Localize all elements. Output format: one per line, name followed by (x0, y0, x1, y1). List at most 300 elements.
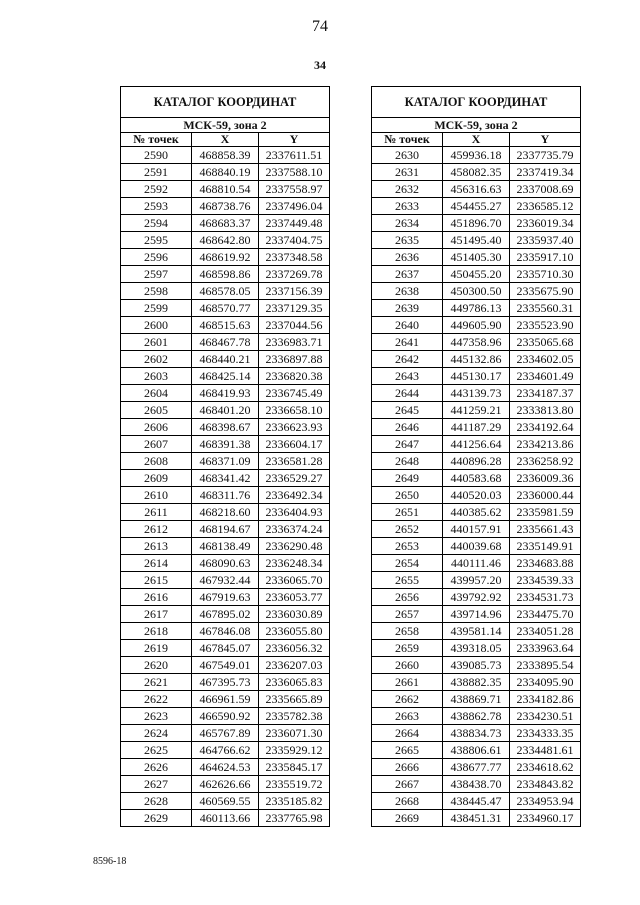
point-number-cell: 2625 (121, 742, 192, 759)
y-coordinate-cell: 2337558.97 (259, 181, 330, 198)
point-number-cell: 2638 (372, 283, 443, 300)
x-coordinate-cell: 451405.30 (443, 249, 510, 266)
y-coordinate-cell: 2333813.80 (510, 402, 581, 419)
point-number-cell: 2590 (121, 147, 192, 164)
point-number-cell: 2593 (121, 198, 192, 215)
point-number-cell: 2628 (121, 793, 192, 810)
table-row (372, 725, 581, 742)
y-coordinate-cell: 2336529.27 (259, 470, 330, 487)
x-coordinate-cell: 449786.13 (443, 300, 510, 317)
y-coordinate-cell: 2336053.77 (259, 589, 330, 606)
table-row (121, 589, 330, 606)
table-row (372, 147, 581, 164)
table-row (372, 640, 581, 657)
table-row (121, 470, 330, 487)
table-row (121, 674, 330, 691)
table-row (372, 453, 581, 470)
y-coordinate-cell: 2335710.30 (510, 266, 581, 283)
catalog-title: КАТАЛОГ КООРДИНАТ (372, 87, 581, 118)
document-code: 8596-18 (93, 856, 127, 867)
table-row (121, 572, 330, 589)
y-coordinate-cell: 2336374.24 (259, 521, 330, 538)
table-row (121, 266, 330, 283)
y-coordinate-cell: 2335675.90 (510, 283, 581, 300)
y-coordinate-cell: 2334683.88 (510, 555, 581, 572)
x-coordinate-cell: 439792.92 (443, 589, 510, 606)
y-coordinate-cell: 2336290.48 (259, 538, 330, 555)
x-coordinate-cell: 439957.20 (443, 572, 510, 589)
x-coordinate-cell: 468840.19 (192, 164, 259, 181)
point-number-cell: 2626 (121, 759, 192, 776)
y-coordinate-cell: 2337611.51 (259, 147, 330, 164)
table-row (372, 487, 581, 504)
point-number-cell: 2613 (121, 538, 192, 555)
table-row (121, 691, 330, 708)
x-coordinate-cell: 438438.70 (443, 776, 510, 793)
y-coordinate-cell: 2335937.40 (510, 232, 581, 249)
y-coordinate-cell: 2336604.17 (259, 436, 330, 453)
x-coordinate-cell: 466961.59 (192, 691, 259, 708)
table-row (372, 385, 581, 402)
x-coordinate-cell: 468738.76 (192, 198, 259, 215)
table-row (372, 198, 581, 215)
table-row (121, 164, 330, 181)
table-row (121, 657, 330, 674)
y-coordinate-cell: 2334601.49 (510, 368, 581, 385)
table-row (372, 249, 581, 266)
x-coordinate-cell: 466590.92 (192, 708, 259, 725)
y-coordinate-cell: 2334953.94 (510, 793, 581, 810)
point-number-cell: 2602 (121, 351, 192, 368)
table-row (372, 300, 581, 317)
point-number-cell: 2622 (121, 691, 192, 708)
y-coordinate-cell: 2337404.75 (259, 232, 330, 249)
table-row (121, 385, 330, 402)
x-coordinate-cell: 440111.46 (443, 555, 510, 572)
coordinate-catalog-table-right (371, 86, 581, 827)
y-coordinate-cell: 2336581.28 (259, 453, 330, 470)
y-coordinate-cell: 2334481.61 (510, 742, 581, 759)
point-number-cell: 2630 (372, 147, 443, 164)
x-coordinate-cell: 445130.17 (443, 368, 510, 385)
y-coordinate-cell: 2334602.05 (510, 351, 581, 368)
x-coordinate-cell: 468515.63 (192, 317, 259, 334)
y-coordinate-cell: 2333895.54 (510, 657, 581, 674)
point-number-cell: 2592 (121, 181, 192, 198)
point-number-cell: 2610 (121, 487, 192, 504)
table-row (372, 589, 581, 606)
point-number-cell: 2666 (372, 759, 443, 776)
point-number-cell: 2647 (372, 436, 443, 453)
x-coordinate-cell: 468810.54 (192, 181, 259, 198)
table-row (372, 674, 581, 691)
x-coordinate-cell: 441187.29 (443, 419, 510, 436)
y-coordinate-cell: 2336820.38 (259, 368, 330, 385)
table-row (121, 453, 330, 470)
point-number-cell: 2664 (372, 725, 443, 742)
point-number-cell: 2665 (372, 742, 443, 759)
x-coordinate-cell: 465767.89 (192, 725, 259, 742)
table-row (372, 555, 581, 572)
x-coordinate-cell: 441259.21 (443, 402, 510, 419)
point-number-cell: 2601 (121, 334, 192, 351)
point-number-cell: 2655 (372, 572, 443, 589)
point-number-cell: 2612 (121, 521, 192, 538)
x-coordinate-cell: 467932.44 (192, 572, 259, 589)
point-number-cell: 2619 (121, 640, 192, 657)
x-coordinate-cell: 467845.07 (192, 640, 259, 657)
x-coordinate-cell: 438806.61 (443, 742, 510, 759)
y-coordinate-cell: 2335661.43 (510, 521, 581, 538)
point-number-cell: 2611 (121, 504, 192, 521)
x-coordinate-cell: 468598.86 (192, 266, 259, 283)
table-row (372, 368, 581, 385)
y-coordinate-cell: 2337008.69 (510, 181, 581, 198)
x-coordinate-cell: 438862.78 (443, 708, 510, 725)
point-number-cell: 2652 (372, 521, 443, 538)
column-header-y: Y (259, 133, 330, 147)
y-coordinate-cell: 2334843.82 (510, 776, 581, 793)
x-coordinate-cell: 468401.20 (192, 402, 259, 419)
table-row (372, 317, 581, 334)
y-coordinate-cell: 2336983.71 (259, 334, 330, 351)
x-coordinate-cell: 460113.66 (192, 810, 259, 827)
column-header-y: Y (510, 133, 581, 147)
y-coordinate-cell: 2336030.89 (259, 606, 330, 623)
table-row (121, 623, 330, 640)
point-number-cell: 2640 (372, 317, 443, 334)
x-coordinate-cell: 450300.50 (443, 283, 510, 300)
table-row (121, 538, 330, 555)
table-row (372, 708, 581, 725)
x-coordinate-cell: 440896.28 (443, 453, 510, 470)
x-coordinate-cell: 468391.38 (192, 436, 259, 453)
table-row (372, 759, 581, 776)
y-coordinate-cell: 2337496.04 (259, 198, 330, 215)
point-number-cell: 2621 (121, 674, 192, 691)
x-coordinate-cell: 458082.35 (443, 164, 510, 181)
x-coordinate-cell: 440385.62 (443, 504, 510, 521)
table-row (121, 300, 330, 317)
table-row (121, 487, 330, 504)
point-number-cell: 2599 (121, 300, 192, 317)
point-number-cell: 2600 (121, 317, 192, 334)
point-number-cell: 2631 (372, 164, 443, 181)
table-row (372, 572, 581, 589)
table-row (121, 555, 330, 572)
table-row (372, 521, 581, 538)
y-coordinate-cell: 2336000.44 (510, 487, 581, 504)
y-coordinate-cell: 2334475.70 (510, 606, 581, 623)
point-number-cell: 2634 (372, 215, 443, 232)
table-row (372, 283, 581, 300)
y-coordinate-cell: 2336492.34 (259, 487, 330, 504)
table-row (372, 606, 581, 623)
x-coordinate-cell: 468371.09 (192, 453, 259, 470)
point-number-cell: 2623 (121, 708, 192, 725)
point-number-cell: 2659 (372, 640, 443, 657)
y-coordinate-cell: 2336248.34 (259, 555, 330, 572)
point-number-cell: 2653 (372, 538, 443, 555)
y-coordinate-cell: 2335665.89 (259, 691, 330, 708)
y-coordinate-cell: 2336897.88 (259, 351, 330, 368)
table-row (372, 538, 581, 555)
x-coordinate-cell: 467549.01 (192, 657, 259, 674)
x-coordinate-cell: 438834.73 (443, 725, 510, 742)
table-row (121, 606, 330, 623)
table-row (121, 776, 330, 793)
y-coordinate-cell: 2335917.10 (510, 249, 581, 266)
x-coordinate-cell: 438445.47 (443, 793, 510, 810)
column-header-x: X (443, 133, 510, 147)
point-number-cell: 2633 (372, 198, 443, 215)
x-coordinate-cell: 468425.14 (192, 368, 259, 385)
point-number-cell: 2627 (121, 776, 192, 793)
x-coordinate-cell: 454455.27 (443, 198, 510, 215)
point-number-cell: 2644 (372, 385, 443, 402)
table-row (372, 657, 581, 674)
y-coordinate-cell: 2335560.31 (510, 300, 581, 317)
point-number-cell: 2603 (121, 368, 192, 385)
y-coordinate-cell: 2334531.73 (510, 589, 581, 606)
table-row (372, 436, 581, 453)
x-coordinate-cell: 468090.63 (192, 555, 259, 572)
x-coordinate-cell: 468440.21 (192, 351, 259, 368)
point-number-cell: 2643 (372, 368, 443, 385)
point-number-cell: 2597 (121, 266, 192, 283)
y-coordinate-cell: 2336019.34 (510, 215, 581, 232)
y-coordinate-cell: 2335523.90 (510, 317, 581, 334)
x-coordinate-cell: 468138.49 (192, 538, 259, 555)
point-number-cell: 2596 (121, 249, 192, 266)
point-number-cell: 2606 (121, 419, 192, 436)
x-coordinate-cell: 445132.86 (443, 351, 510, 368)
x-coordinate-cell: 468398.67 (192, 419, 259, 436)
point-number-cell: 2663 (372, 708, 443, 725)
y-coordinate-cell: 2335782.38 (259, 708, 330, 725)
point-number-cell: 2642 (372, 351, 443, 368)
point-number-cell: 2620 (121, 657, 192, 674)
point-number-cell: 2641 (372, 334, 443, 351)
y-coordinate-cell: 2336065.70 (259, 572, 330, 589)
x-coordinate-cell: 439714.96 (443, 606, 510, 623)
catalog-title: КАТАЛОГ КООРДИНАТ (121, 87, 330, 118)
y-coordinate-cell: 2337735.79 (510, 147, 581, 164)
y-coordinate-cell: 2336658.10 (259, 402, 330, 419)
point-number-cell: 2654 (372, 555, 443, 572)
y-coordinate-cell: 2337765.98 (259, 810, 330, 827)
table-row (121, 317, 330, 334)
point-number-cell: 2609 (121, 470, 192, 487)
point-number-cell: 2632 (372, 181, 443, 198)
x-coordinate-cell: 468194.67 (192, 521, 259, 538)
point-number-cell: 2656 (372, 589, 443, 606)
x-coordinate-cell: 468341.42 (192, 470, 259, 487)
table-row (121, 810, 330, 827)
point-number-cell: 2660 (372, 657, 443, 674)
point-number-cell: 2637 (372, 266, 443, 283)
table-row (372, 181, 581, 198)
point-number-cell: 2604 (121, 385, 192, 402)
x-coordinate-cell: 440039.68 (443, 538, 510, 555)
table-row (121, 436, 330, 453)
table-row (372, 623, 581, 640)
x-coordinate-cell: 468218.60 (192, 504, 259, 521)
x-coordinate-cell: 449605.90 (443, 317, 510, 334)
catalog-subtitle: МСК-59, зона 2 (121, 118, 330, 133)
table-row (372, 266, 581, 283)
point-number-cell: 2636 (372, 249, 443, 266)
table-row (372, 793, 581, 810)
table-row (121, 181, 330, 198)
x-coordinate-cell: 439085.73 (443, 657, 510, 674)
table-row (372, 164, 581, 181)
table-row (372, 470, 581, 487)
y-coordinate-cell: 2334192.64 (510, 419, 581, 436)
y-coordinate-cell: 2335519.72 (259, 776, 330, 793)
x-coordinate-cell: 464766.62 (192, 742, 259, 759)
y-coordinate-cell: 2336055.80 (259, 623, 330, 640)
y-coordinate-cell: 2337156.39 (259, 283, 330, 300)
y-coordinate-cell: 2337449.48 (259, 215, 330, 232)
point-number-cell: 2624 (121, 725, 192, 742)
point-number-cell: 2616 (121, 589, 192, 606)
x-coordinate-cell: 438451.31 (443, 810, 510, 827)
x-coordinate-cell: 451896.70 (443, 215, 510, 232)
x-coordinate-cell: 450455.20 (443, 266, 510, 283)
x-coordinate-cell: 440520.03 (443, 487, 510, 504)
y-coordinate-cell: 2336258.92 (510, 453, 581, 470)
y-coordinate-cell: 2336623.93 (259, 419, 330, 436)
y-coordinate-cell: 2335149.91 (510, 538, 581, 555)
point-number-cell: 2617 (121, 606, 192, 623)
point-number-cell: 2667 (372, 776, 443, 793)
table-row (372, 776, 581, 793)
y-coordinate-cell: 2337419.34 (510, 164, 581, 181)
point-number-cell: 2608 (121, 453, 192, 470)
point-number-cell: 2651 (372, 504, 443, 521)
y-coordinate-cell: 2336745.49 (259, 385, 330, 402)
x-coordinate-cell: 464624.53 (192, 759, 259, 776)
table-row (121, 402, 330, 419)
x-coordinate-cell: 460569.55 (192, 793, 259, 810)
point-number-cell: 2618 (121, 623, 192, 640)
x-coordinate-cell: 468311.76 (192, 487, 259, 504)
table-row (121, 793, 330, 810)
table-row (372, 691, 581, 708)
table-row (121, 215, 330, 232)
table-row (372, 810, 581, 827)
table-row (121, 521, 330, 538)
y-coordinate-cell: 2336404.93 (259, 504, 330, 521)
point-number-cell: 2650 (372, 487, 443, 504)
y-coordinate-cell: 2334539.33 (510, 572, 581, 589)
table-row (121, 640, 330, 657)
column-header-point: № точек (121, 133, 192, 147)
y-coordinate-cell: 2336056.32 (259, 640, 330, 657)
y-coordinate-cell: 2334187.37 (510, 385, 581, 402)
x-coordinate-cell: 456316.63 (443, 181, 510, 198)
point-number-cell: 2591 (121, 164, 192, 181)
y-coordinate-cell: 2336065.83 (259, 674, 330, 691)
y-coordinate-cell: 2337269.78 (259, 266, 330, 283)
point-number-cell: 2646 (372, 419, 443, 436)
sheet-number: 34 (314, 58, 326, 72)
table-row (121, 725, 330, 742)
point-number-cell: 2629 (121, 810, 192, 827)
point-number-cell: 2648 (372, 453, 443, 470)
x-coordinate-cell: 440583.68 (443, 470, 510, 487)
x-coordinate-cell: 467895.02 (192, 606, 259, 623)
table-row (372, 351, 581, 368)
x-coordinate-cell: 467395.73 (192, 674, 259, 691)
column-header-x: X (192, 133, 259, 147)
y-coordinate-cell: 2336009.36 (510, 470, 581, 487)
table-row (372, 504, 581, 521)
y-coordinate-cell: 2336585.12 (510, 198, 581, 215)
point-number-cell: 2598 (121, 283, 192, 300)
point-number-cell: 2657 (372, 606, 443, 623)
point-number-cell: 2661 (372, 674, 443, 691)
point-number-cell: 2595 (121, 232, 192, 249)
x-coordinate-cell: 468578.05 (192, 283, 259, 300)
y-coordinate-cell: 2334095.90 (510, 674, 581, 691)
x-coordinate-cell: 468683.37 (192, 215, 259, 232)
table-row (121, 742, 330, 759)
table-row (121, 351, 330, 368)
point-number-cell: 2662 (372, 691, 443, 708)
y-coordinate-cell: 2337044.56 (259, 317, 330, 334)
table-row (372, 215, 581, 232)
x-coordinate-cell: 438869.71 (443, 691, 510, 708)
point-number-cell: 2669 (372, 810, 443, 827)
table-row (121, 708, 330, 725)
x-coordinate-cell: 447358.96 (443, 334, 510, 351)
x-coordinate-cell: 438882.35 (443, 674, 510, 691)
table-row (372, 402, 581, 419)
table-row (121, 232, 330, 249)
x-coordinate-cell: 468419.93 (192, 385, 259, 402)
table-row (121, 249, 330, 266)
point-number-cell: 2645 (372, 402, 443, 419)
point-number-cell: 2649 (372, 470, 443, 487)
x-coordinate-cell: 468570.77 (192, 300, 259, 317)
x-coordinate-cell: 468858.39 (192, 147, 259, 164)
catalog-body-right (372, 147, 581, 827)
point-number-cell: 2639 (372, 300, 443, 317)
table-row (372, 419, 581, 436)
x-coordinate-cell: 441256.64 (443, 436, 510, 453)
point-number-cell: 2615 (121, 572, 192, 589)
y-coordinate-cell: 2335845.17 (259, 759, 330, 776)
y-coordinate-cell: 2336207.03 (259, 657, 330, 674)
x-coordinate-cell: 468467.78 (192, 334, 259, 351)
y-coordinate-cell: 2337588.10 (259, 164, 330, 181)
y-coordinate-cell: 2334960.17 (510, 810, 581, 827)
x-coordinate-cell: 440157.91 (443, 521, 510, 538)
table-row (121, 759, 330, 776)
point-number-cell: 2614 (121, 555, 192, 572)
y-coordinate-cell: 2337348.58 (259, 249, 330, 266)
y-coordinate-cell: 2335929.12 (259, 742, 330, 759)
table-row (121, 504, 330, 521)
x-coordinate-cell: 462626.66 (192, 776, 259, 793)
y-coordinate-cell: 2334618.62 (510, 759, 581, 776)
x-coordinate-cell: 439318.05 (443, 640, 510, 657)
table-row (121, 368, 330, 385)
x-coordinate-cell: 468619.92 (192, 249, 259, 266)
point-number-cell: 2594 (121, 215, 192, 232)
